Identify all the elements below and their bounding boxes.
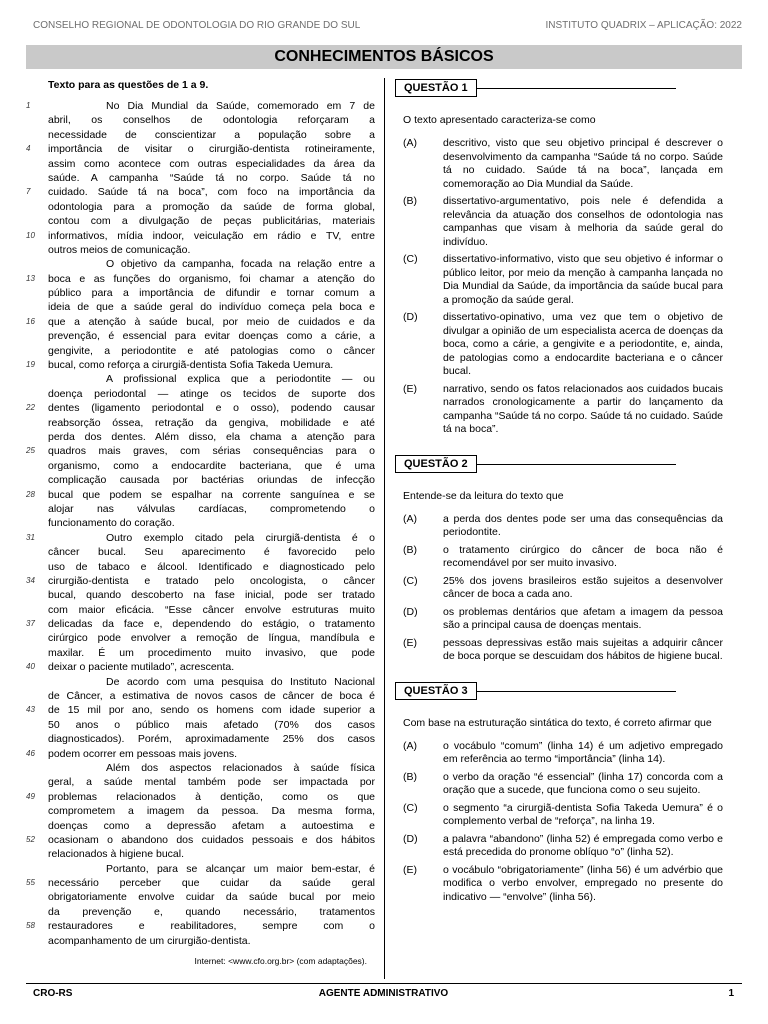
option-text: narrativo, sendo os fatos relacionados aos cuidados bucais narrados cronologicamente a partir do lançamento da campanha “Saúde tá no corpo. Saúde tá no cuidado. Saúde tá na boca”.	[443, 382, 723, 435]
text-intro: Texto para as questões de 1 a 9.	[48, 79, 209, 91]
line-number: 7	[26, 187, 31, 197]
line-text: bucal, quando descoberto na fase inicial, pode ser tratado	[48, 589, 375, 602]
text-line	[26, 516, 375, 530]
text-line	[26, 128, 375, 142]
line-text: complicação causada por bactérias oriundas de infecção	[48, 474, 375, 487]
text-line	[26, 214, 375, 228]
line-text: assim como acontece com outras especialidades da área da	[48, 157, 375, 170]
option-text: dissertativo-opinativo, uma vez que tem o objetivo de divulgar a opinião de um especialista acerca de doenças da boca, como a cárie, a gengivite e a periodontite, e, ainda, de patologias como a endocardite bacteriana e o câncer bucal.	[443, 311, 723, 377]
text-line	[26, 545, 375, 559]
line-text: informativos, mídia indoor, veiculação em rádio e TV, entre	[48, 229, 375, 242]
text-line	[26, 430, 375, 444]
question-block	[395, 678, 723, 909]
option-text: o tratamento cirúrgico do câncer de boca não é recomendável por ser muito invasivo.	[443, 543, 723, 569]
text-line	[26, 631, 375, 645]
option-letter: (B)	[403, 195, 417, 207]
text-line	[26, 286, 375, 300]
text-line	[26, 444, 375, 458]
answer-option	[403, 513, 723, 540]
question-label: QUESTÃO 1	[395, 79, 477, 97]
option-text: descritivo, visto que seu objetivo principal é descrever o desenvolvimento da campanha “Saúde tá no corpo. Saúde tá no cuidado. Saúde tá na boca”, lançada em comemoração ao Dia Mundial da Saúde.	[443, 137, 723, 190]
option-letter: (A)	[403, 137, 417, 149]
line-number: 19	[26, 360, 35, 370]
text-line	[26, 401, 375, 415]
text-line	[26, 171, 375, 185]
line-number: 28	[26, 489, 35, 499]
line-text: de Câncer, a estimativa de novos casos de câncer de boca é	[48, 690, 375, 703]
header-institute: INSTITUTO QUADRIX – APLICAÇÃO: 2022	[545, 20, 742, 31]
line-text: No Dia Mundial da Saúde, comemorado em 7 de	[106, 100, 375, 112]
line-text: problemas relacionados à dentição, como os que	[48, 790, 375, 803]
answer-option	[403, 311, 723, 379]
footer-org-code: CRO-RS	[33, 988, 73, 999]
reading-text	[26, 75, 375, 985]
text-line	[26, 459, 375, 473]
line-text: prevenção, é essencial para evitar doenças como a cárie, a	[48, 330, 375, 343]
section-banner: CONHECIMENTOS BÁSICOS	[26, 45, 742, 69]
line-number: 16	[26, 316, 35, 326]
option-text: pessoas depressivas estão mais sujeitas a adquirir câncer de boca porque se descuidam dos hábitos de higiene bucal.	[443, 636, 723, 662]
line-text: gengivite, a periodontite e até patologias como o câncer	[48, 344, 375, 357]
text-line	[26, 358, 375, 372]
question-label: QUESTÃO 3	[395, 682, 477, 700]
option-text: 25% dos jovens brasileiros estão sujeitos a desenvolver câncer de boca a cada ano.	[443, 574, 723, 600]
line-text: que a atenção à saúde bucal, por meio de cuidados e da	[48, 315, 375, 328]
line-number: 46	[26, 748, 35, 758]
text-source: Internet: <www.cfo.org.br> (com adaptações).	[194, 956, 367, 967]
line-text: Portanto, para se alcançar um maior bem-estar, é	[106, 862, 375, 875]
text-line	[26, 819, 375, 833]
line-number: 37	[26, 619, 35, 629]
line-text: da prevenção e, quando necessário, tratamentos	[48, 905, 375, 918]
line-text: outros meios de comunicação.	[48, 243, 191, 256]
option-letter: (C)	[403, 801, 418, 814]
line-number: 43	[26, 705, 35, 715]
line-text: geral, a saúde mental também pode ser impactada por	[48, 776, 375, 789]
line-number: 34	[26, 575, 35, 585]
line-text: ocasionam o abandono dos cuidados pessoais e dos hábitos	[48, 833, 375, 846]
header-organization: CONSELHO REGIONAL DE ODONTOLOGIA DO RIO GRANDE DO SUL	[33, 20, 361, 31]
option-letter: (B)	[403, 770, 417, 783]
answer-option	[403, 383, 723, 437]
answer-option	[403, 137, 723, 191]
line-text: Além dos aspectos relacionados à saúde física	[106, 761, 375, 774]
line-text: funcionamento do coração.	[48, 517, 175, 530]
line-text: doença periodontal — atinge os tecidos de suporte dos	[48, 387, 375, 400]
line-text: odontologia para a promoção da saúde de forma global,	[48, 200, 375, 213]
line-text: uso de tabaco e álcool. Identificado e diagnosticado pelo	[48, 560, 375, 573]
line-text: 50 anos o público mais afetado (70% dos casos	[48, 718, 375, 731]
line-text: dentes (ligamento periodontal e o osso), podendo causar	[48, 402, 375, 415]
option-letter: (D)	[403, 311, 418, 323]
text-line	[26, 588, 375, 602]
line-text: perda dos dentes. Além disso, ela chama a atenção para	[48, 430, 375, 443]
line-number: 10	[26, 230, 35, 240]
line-text: com maior eficácia. “Esse câncer envolve estruturas muito	[48, 603, 375, 616]
line-text: importância de visitar o cirurgião-dentista rotineiramente,	[48, 143, 375, 156]
line-text: A profissional explica que a periodontite — ou	[106, 373, 375, 386]
text-line	[26, 300, 375, 314]
line-number: 40	[26, 662, 35, 672]
line-text: doenças como a depressão afetam a autoestima e	[48, 819, 375, 832]
line-text: quadros mais graves, com sérias consequências para o	[48, 445, 375, 458]
answer-option	[403, 740, 723, 767]
text-line	[26, 531, 375, 545]
text-line	[26, 775, 375, 789]
line-text: comprometem a imagem da pessoa. Da mesma forma,	[48, 805, 375, 818]
option-letter: (E)	[403, 863, 417, 876]
option-text: a perda dos dentes pode ser uma das consequências da periodontite.	[443, 512, 723, 538]
text-line	[26, 257, 375, 271]
line-text: ideia de que a saúde geral do indivíduo começa pela boca e	[48, 301, 375, 314]
answer-option	[403, 802, 723, 829]
line-text: bucal, como reforça a cirurgiã-dentista Sofia Takeda Uemura.	[48, 359, 334, 372]
answer-option	[403, 544, 723, 571]
line-number: 4	[26, 144, 31, 154]
text-line	[26, 344, 375, 358]
text-line	[26, 243, 375, 257]
answer-option	[403, 606, 723, 633]
line-number: 1	[26, 101, 31, 110]
column-divider	[384, 78, 385, 979]
line-text: obrigatoriamente envolve cuidar da saúde bucal por meio	[48, 891, 375, 904]
line-number: 55	[26, 878, 35, 888]
line-text: reabsorção óssea, retração da gengiva, mobilidade e até	[48, 416, 375, 429]
text-line	[26, 675, 375, 689]
text-line	[26, 416, 375, 430]
answer-option	[403, 195, 723, 249]
option-text: o segmento “a cirurgiã-dentista Sofia Takeda Uemura” é o complemento verbal de “reforça”, na linha 19.	[443, 801, 723, 827]
line-text: contou com a divulgação de peças publicitárias, materiais	[48, 215, 375, 228]
text-line	[26, 488, 375, 502]
text-line	[26, 646, 375, 660]
line-text: necessário perceber que cuidar da saúde geral	[48, 877, 375, 890]
line-text: relacionados à higiene bucal.	[48, 848, 185, 861]
text-line	[26, 732, 375, 746]
page-number: 1	[728, 988, 734, 999]
line-text: cuidado. Saúde tá na boca”, com foco na importância da	[48, 186, 375, 199]
option-letter: (D)	[403, 832, 418, 845]
line-number: 13	[26, 273, 35, 283]
text-line	[26, 574, 375, 588]
text-line	[26, 329, 375, 343]
line-text: cirúrgico pode envolver a remoção de língua, mandíbula e	[48, 632, 375, 645]
text-line	[26, 718, 375, 732]
text-line	[26, 387, 375, 401]
option-letter: (C)	[403, 253, 418, 265]
text-line	[26, 142, 375, 156]
text-line	[26, 185, 375, 199]
line-number: 31	[26, 532, 35, 542]
text-line	[26, 113, 375, 127]
text-line	[26, 790, 375, 804]
question-block	[395, 75, 723, 441]
question-label: QUESTÃO 2	[395, 455, 477, 473]
line-text: Outro exemplo citado pela cirurgiã-dentista é o	[106, 531, 375, 544]
text-line	[26, 747, 375, 761]
text-line	[26, 862, 375, 876]
text-line	[26, 934, 375, 948]
text-line	[26, 703, 375, 717]
footer-rule	[26, 983, 742, 984]
line-text: maxilar. É um procedimento muito invasivo, que pode	[48, 646, 375, 659]
text-line	[26, 905, 375, 919]
line-text: cirurgião-dentista e tratado pelo oncologista, o câncer	[48, 574, 375, 587]
option-text: dissertativo-informativo, visto que seu objetivo é informar o público leitor, por meio da menção à campanha lançada no Dia Mundial da Saúde, da importância da saúde bucal para a promoção da saúde geral.	[443, 253, 723, 306]
text-line	[26, 804, 375, 818]
line-number: 49	[26, 791, 35, 801]
option-letter: (A)	[403, 512, 417, 525]
text-body	[26, 99, 375, 948]
question-stem: Entende-se da leitura do texto que	[403, 489, 564, 502]
line-text: restauradores e reabilitadores, sempre com o	[48, 920, 375, 933]
option-letter: (C)	[403, 574, 418, 587]
answer-option	[403, 637, 723, 664]
option-letter: (D)	[403, 605, 418, 618]
text-line	[26, 847, 375, 861]
questions-column	[395, 75, 723, 980]
line-text: bucal que podem se espalhar na corrente sanguínea e se	[48, 488, 375, 501]
page-header	[33, 20, 742, 34]
page-footer	[33, 988, 734, 1002]
text-line	[26, 372, 375, 386]
line-text: saúde. A campanha “Saúde tá no corpo. Saúde tá no	[48, 171, 375, 184]
option-letter: (E)	[403, 382, 417, 395]
option-text: dissertativo-argumentativo, pois nele é defendida a relevância da atuação dos conselhos de odontologia nas campanhas que visam à melhoria da saúde geral do indivíduo.	[443, 195, 723, 248]
line-text: abril, os conselhos de odontologia reforçaram a	[48, 114, 375, 127]
text-line	[26, 272, 375, 286]
line-text: boca e as funções do organismo, foi chamar a atenção do	[48, 272, 375, 285]
question-block	[395, 451, 723, 668]
answer-option	[403, 864, 723, 905]
line-text: alojar nas válvulas cardíacas, comprometendo o	[48, 502, 375, 515]
line-text: organismo, como a endocardite bacteriana, que é uma	[48, 459, 375, 472]
text-line	[26, 473, 375, 487]
line-text: deixar o paciente mutilado”, acrescenta.	[48, 661, 235, 674]
answer-option	[403, 771, 723, 798]
line-text: podem ocorrer em pessoas mais jovens.	[48, 747, 238, 760]
line-text: câncer bucal. Seu aparecimento é favorecido pelo	[48, 546, 375, 559]
text-line	[26, 315, 375, 329]
line-number: 52	[26, 834, 35, 844]
line-text: delicadas da face e, dependendo do estágio, o tratamento	[48, 618, 375, 631]
line-text: De acordo com uma pesquisa do Instituto Nacional	[106, 675, 375, 688]
line-text: O objetivo da campanha, focada na relação entre a	[106, 258, 375, 271]
text-line	[26, 689, 375, 703]
text-line	[26, 890, 375, 904]
answer-option	[403, 575, 723, 602]
text-line	[26, 603, 375, 617]
option-letter: (E)	[403, 636, 417, 649]
text-line	[26, 876, 375, 890]
line-text: de 15 mil por ano, sendo os homens com idade superior a	[48, 704, 375, 717]
text-line	[26, 229, 375, 243]
option-text: os problemas dentários que afetam a imagem da pessoa são a principal causa de doenças mentais.	[443, 605, 723, 631]
line-number: 22	[26, 403, 35, 413]
text-line	[26, 502, 375, 516]
text-line	[26, 157, 375, 171]
text-line	[26, 761, 375, 775]
question-stem: O texto apresentado caracteriza-se como	[403, 114, 596, 126]
line-number: 25	[26, 446, 35, 456]
answer-option	[403, 833, 723, 860]
option-text: a palavra “abandono” (linha 52) é empregada como verbo e está precedida do pronome oblíquo “o” (linha 52).	[443, 832, 723, 858]
text-line	[26, 617, 375, 631]
option-letter: (B)	[403, 543, 417, 556]
line-text: diagnosticados). Porém, aproximadamente 25% dos casos	[48, 733, 375, 746]
line-text: necessidade de conscientizar a população sobre a	[48, 128, 375, 141]
question-stem: Com base na estruturação sintática do texto, é correto afirmar que	[403, 716, 712, 729]
text-line	[26, 200, 375, 214]
line-number: 58	[26, 921, 35, 931]
text-line	[26, 919, 375, 933]
text-line	[26, 99, 375, 113]
option-letter: (A)	[403, 739, 417, 752]
footer-role: AGENTE ADMINISTRATIVO	[318, 988, 449, 999]
line-text: público para a importância de difundir e tornar comum a	[48, 287, 375, 300]
text-line	[26, 560, 375, 574]
text-line	[26, 660, 375, 674]
option-text: o vocábulo “comum” (linha 14) é um adjetivo empregado em referência ao termo “importância” (linha 14).	[443, 739, 723, 765]
answer-option	[403, 253, 723, 307]
text-line	[26, 833, 375, 847]
line-text: acompanhamento de um cirurgião-dentista.	[48, 934, 251, 947]
option-text: o vocábulo “obrigatoriamente” (linha 56) é um advérbio que modifica o verbo envolver, empregado no presente do indicativo — “envolve” (linha 56).	[443, 863, 723, 903]
option-text: o verbo da oração “é essencial” (linha 17) concorda com a oração que a sucede, que funciona como o seu sujeito.	[443, 770, 723, 796]
